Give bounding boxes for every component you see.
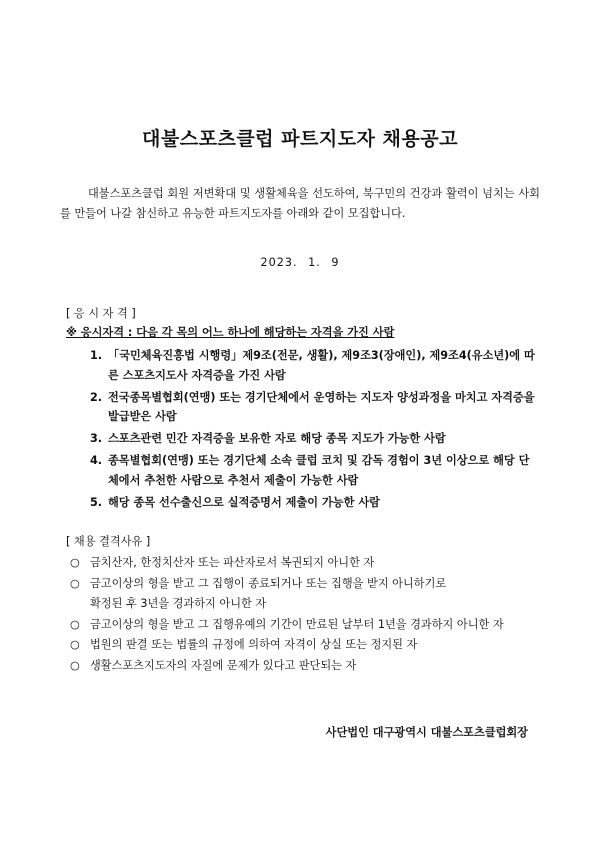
- item-text: 종목별협회(연맹) 또는 경기단체 소속 클럽 코치 및 감독 경험이 3년 이상으로 해당 단체에서 추천한 사람으로 추천서 제출이 가능한 사람: [108, 454, 530, 487]
- circle-bullet-icon: ○: [70, 617, 80, 631]
- item-text: 금고이상의 형을 받고 그 집행유예의 기간이 만료된 날부터 1년을 경과하지 아니한 자: [90, 617, 504, 631]
- disqualifications-list: [70, 553, 540, 676]
- announcement-date: 2023. 1. 9: [260, 256, 340, 269]
- signature: 사단법인 대구광역시 대불스포츠클럽회장: [325, 726, 528, 739]
- qualification-item: [90, 451, 540, 490]
- item-text: 전국종목별협회(연맹) 또는 경기단체에서 운영하는 지도자 양성과정을 마치고 자격증을 발급받은 사람: [108, 390, 535, 423]
- circle-bullet-icon: ○: [70, 638, 80, 651]
- item-text: 금치산자, 한정치산자 또는 파산자로서 복권되지 아니한 자: [90, 556, 375, 569]
- document-title: 대불스포츠클럽 파트지도자 채용공고: [142, 128, 458, 150]
- item-text: 법원의 판결 또는 법률의 규정에 의하여 자격이 상실 또는 정지된 자: [90, 638, 418, 651]
- qualification-item: [90, 429, 540, 449]
- circle-bullet-icon: ○: [70, 576, 80, 590]
- item-number: 4.: [90, 454, 103, 467]
- disqualification-item: [70, 574, 540, 615]
- qualification-item: [90, 388, 540, 427]
- item-number: 1.: [90, 349, 103, 362]
- qualifications-list: [90, 346, 540, 515]
- item-number: 3.: [90, 432, 103, 445]
- circle-bullet-icon: ○: [70, 556, 80, 569]
- intro-paragraph: [60, 184, 540, 224]
- item-text: 금고이상의 형을 받고 그 집행이 종료되거나 또는 집행을 받지 아니하기로: [90, 576, 447, 590]
- item-text-continued: 확정된 후 3년을 경과하지 아니한 자: [90, 597, 267, 610]
- qualification-item: [90, 346, 540, 385]
- disqualifications-heading: [ 채용 결격사유 ]: [66, 535, 151, 548]
- qualifications-subheading: ※ 응시자격 : 다음 각 목의 어느 하나에 해당하는 자격을 가진 사람: [66, 326, 395, 339]
- item-text: 스포츠관련 민간 자격증을 보유한 자로 해당 종목 지도가 가능한 사람: [108, 432, 446, 445]
- item-text: 해당 종목 선수출신으로 실적증명서 제출이 가능한 사람: [108, 495, 380, 509]
- qualification-item: [90, 493, 540, 513]
- circle-bullet-icon: ○: [70, 658, 80, 672]
- item-text: 「국민체육진흥법 시행령」제9조(전문, 생활), 제9조3(장애인), 제9조4(유소년)에 따른 스포츠지도사 자격증을 가진 사람: [108, 349, 535, 382]
- item-number: 2.: [90, 390, 103, 404]
- item-number: 5.: [90, 495, 103, 509]
- disqualification-item: [70, 656, 540, 677]
- disqualification-item: [70, 553, 540, 574]
- intro-text: 대불스포츠클럽 회원 저변확대 및 생활체육을 선도하여, 북구민의 건강과 활력이 넘치는 사회를 만들어 나갈 참신하고 유능한 파트지도자를 아래와 같이 모집합니다.: [60, 187, 540, 220]
- qualifications-heading: [ 응 시 자 격 ]: [66, 307, 136, 320]
- disqualification-item: [70, 615, 540, 636]
- disqualification-item: [70, 635, 540, 656]
- item-text: 생활스포츠지도자의 자질에 문제가 있다고 판단되는 자: [90, 658, 357, 672]
